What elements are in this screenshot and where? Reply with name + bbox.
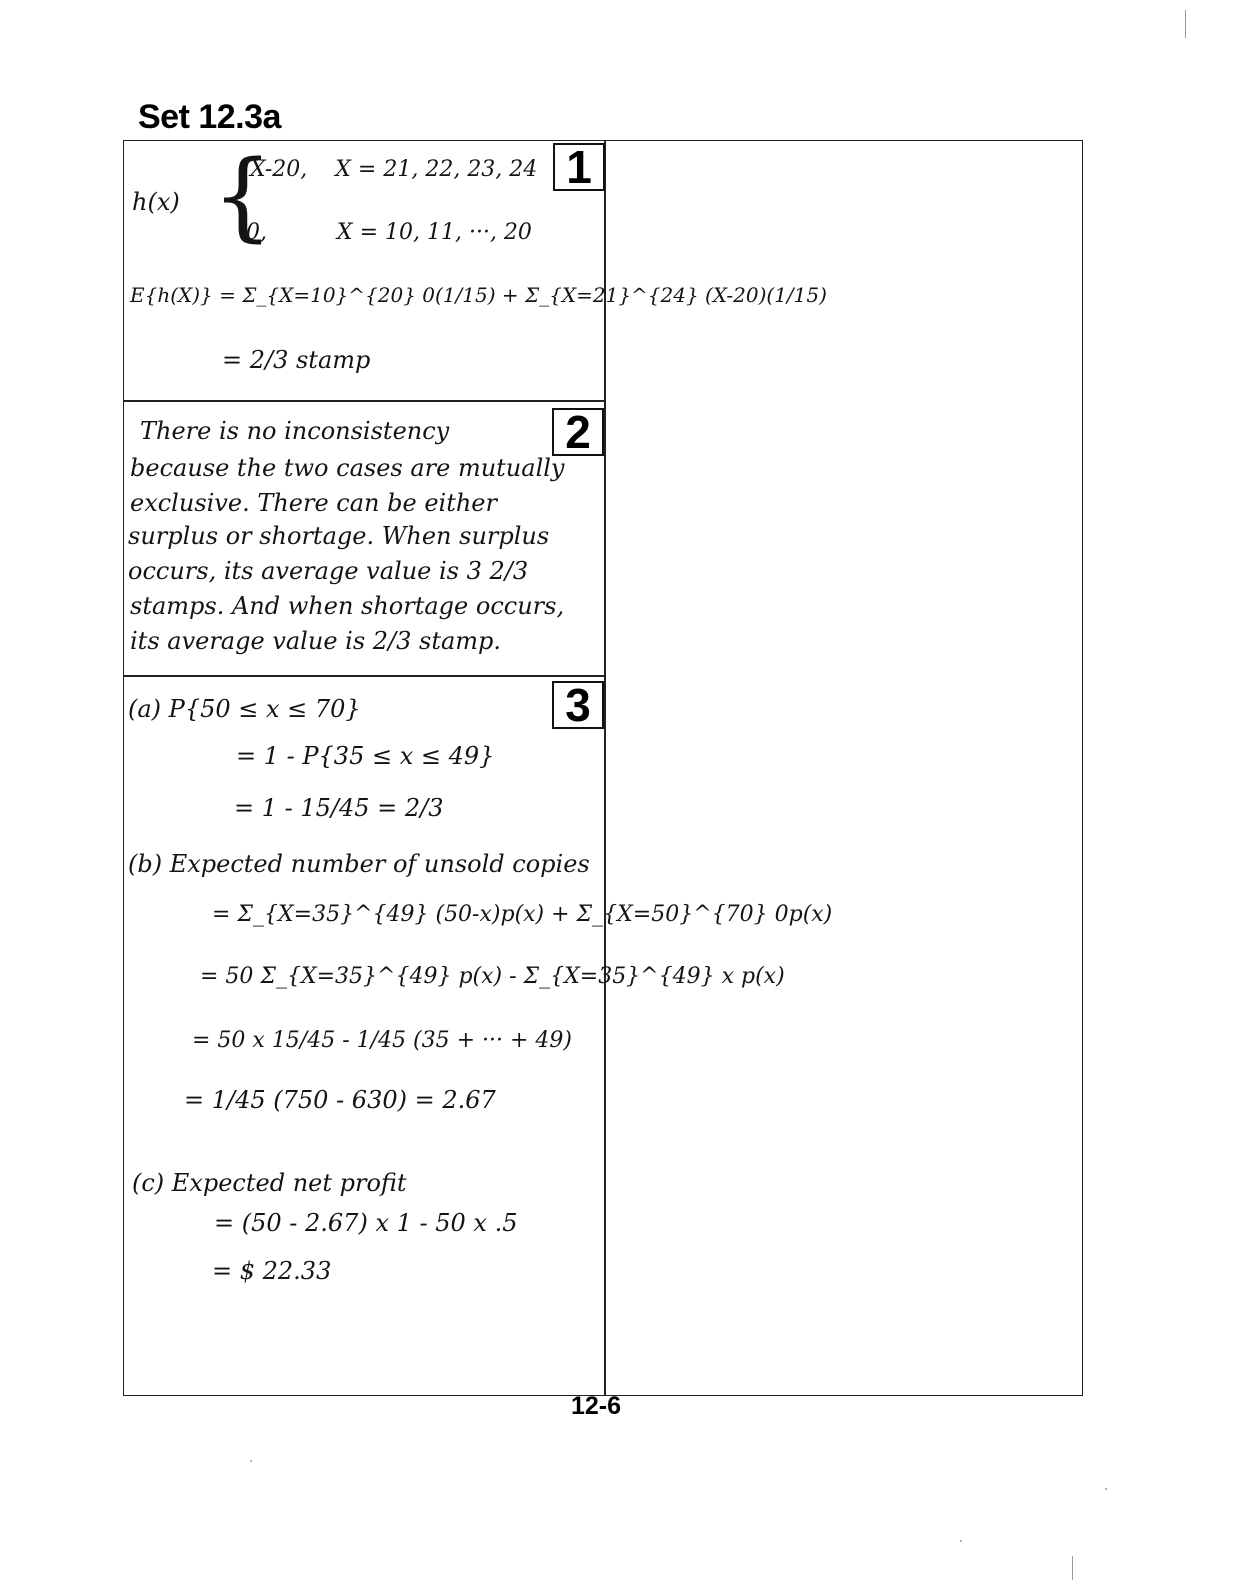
page-number: 12-6 bbox=[571, 1392, 622, 1420]
text-line: exclusive. There can be either bbox=[130, 489, 497, 517]
text-line: occurs, its average value is 3 2/3 bbox=[128, 557, 529, 585]
part-c-line: (c) Expected net profit bbox=[132, 1169, 407, 1197]
part-b-line: = Σ_{X=35}^{49} (50-x)p(x) + Σ_{X=50}^{70} 0p(x) bbox=[212, 902, 833, 927]
brace-symbol: { bbox=[212, 140, 274, 252]
function-name: h(x) bbox=[132, 188, 180, 216]
part-a-line: = 1 - 15/45 = 2/3 bbox=[234, 794, 444, 822]
part-a-line: = 1 - P{35 ≤ x ≤ 49} bbox=[236, 742, 495, 770]
scan-speck bbox=[1185, 10, 1186, 38]
part-b-line: (b) Expected number of unsold copies bbox=[128, 850, 590, 878]
problem-number-badge: 3 bbox=[552, 681, 604, 729]
case-line-2: 0, X = 10, 11, ···, 20 bbox=[246, 220, 532, 245]
text-line: surplus or shortage. When surplus bbox=[128, 522, 550, 550]
part-b-line: = 50 x 15/45 - 1/45 (35 + ··· + 49) bbox=[192, 1028, 573, 1053]
part-c-line: = $ 22.33 bbox=[212, 1257, 332, 1285]
result-line: = 2/3 stamp bbox=[222, 346, 371, 374]
scan-speck bbox=[1105, 1488, 1107, 1490]
section-divider-1 bbox=[124, 400, 606, 402]
text-line: There is no inconsistency bbox=[140, 417, 450, 445]
problem-number-badge: 1 bbox=[553, 143, 605, 191]
scan-speck bbox=[960, 1540, 962, 1542]
part-c-line: = (50 - 2.67) x 1 - 50 x .5 bbox=[214, 1209, 518, 1237]
scan-speck bbox=[1072, 1556, 1073, 1580]
problem-number-badge: 2 bbox=[552, 408, 604, 456]
scan-speck bbox=[250, 1460, 252, 1462]
part-b-line: = 50 Σ_{X=35}^{49} p(x) - Σ_{X=35}^{49} x p(x) bbox=[200, 964, 785, 989]
part-b-line: = 1/45 (750 - 630) = 2.67 bbox=[184, 1086, 496, 1114]
text-line: its average value is 2/3 stamp. bbox=[130, 627, 502, 655]
case-line-1: X-20, X = 21, 22, 23, 24 bbox=[250, 157, 538, 182]
section-divider-2 bbox=[124, 675, 606, 677]
set-title: Set 12.3a bbox=[138, 98, 281, 136]
text-line: stamps. And when shortage occurs, bbox=[130, 592, 565, 620]
expectation-line: E{h(X)} = Σ_{X=10}^{20} 0(1/15) + Σ_{X=21}^{24} (X-20)(1/15) bbox=[130, 283, 827, 307]
part-a-line: (a) P{50 ≤ x ≤ 70} bbox=[128, 695, 361, 723]
text-line: because the two cases are mutually bbox=[130, 454, 565, 482]
column-divider bbox=[604, 140, 606, 1396]
